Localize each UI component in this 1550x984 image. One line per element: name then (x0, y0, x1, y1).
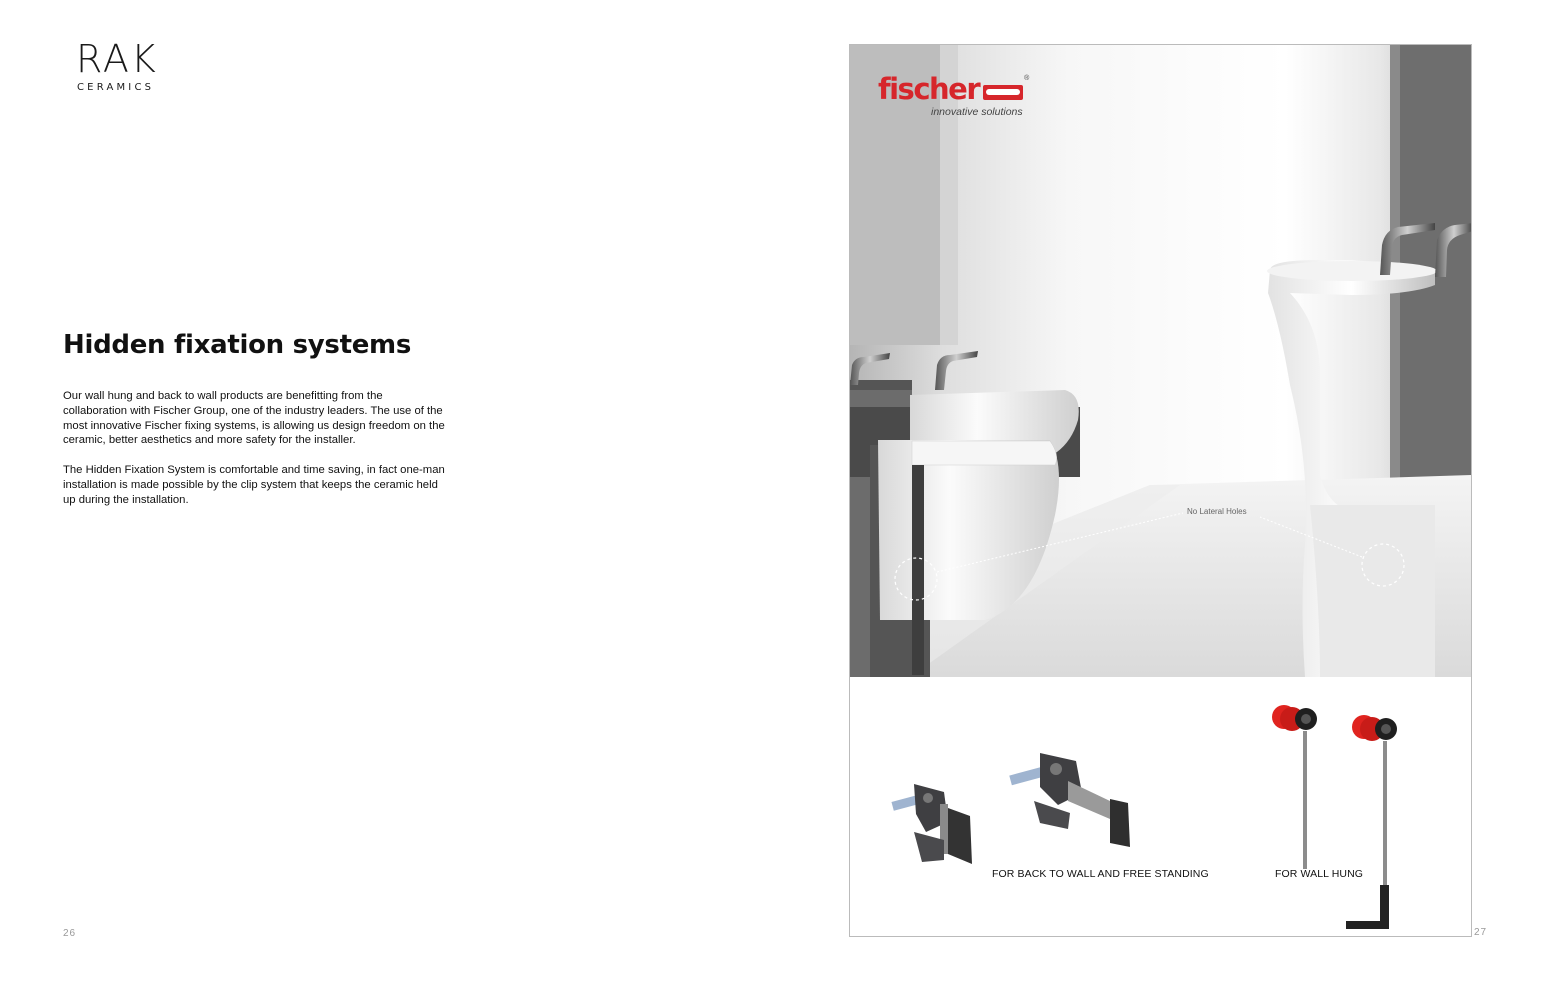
back-to-wall-bracket-small (891, 784, 972, 864)
logo-sub: CERAMICS (77, 82, 155, 93)
fischer-tagline: innovative solutions (931, 106, 1023, 118)
registered-mark: ® (1024, 75, 1030, 82)
fischer-panel (849, 44, 1472, 937)
fischer-logo (878, 72, 1030, 118)
paragraph-2: The Hidden Fixation System is comfortable and time saving, in fact one-man installation is made possible by the clip system that keeps the ceramic held up during the installation. (63, 464, 445, 506)
page-number-left: 26 (63, 928, 77, 939)
wall-hung-anchor-right (1346, 715, 1397, 929)
hardware-illustrations (850, 677, 1472, 937)
rak-ceramics-logo (76, 37, 158, 93)
page-title: Hidden fixation systems (63, 330, 412, 360)
bathroom-photo (850, 45, 1472, 677)
fish-icon (983, 85, 1023, 100)
fischer-wordmark: fischer (878, 72, 980, 106)
no-lateral-holes-label: No Lateral Holes (1187, 507, 1247, 516)
back-to-wall-bracket-large (1009, 753, 1130, 847)
caption-back-to-wall: FOR BACK TO WALL AND FREE STANDING (992, 868, 1209, 880)
page-number-right: 27 (1474, 927, 1488, 938)
logo-brand: RAK (76, 37, 158, 81)
paragraph-1: Our wall hung and back to wall products are benefitting from the collaboration with Fischer Group, one of the industry leaders. The use of the most innovative Fischer fixing systems, is allowing us design freedom on the ceramic, better aesthetics and more safety for the installer. (63, 390, 445, 447)
wall-hung-anchor-left (1272, 705, 1317, 869)
caption-wall-hung: FOR WALL HUNG (1275, 868, 1364, 880)
